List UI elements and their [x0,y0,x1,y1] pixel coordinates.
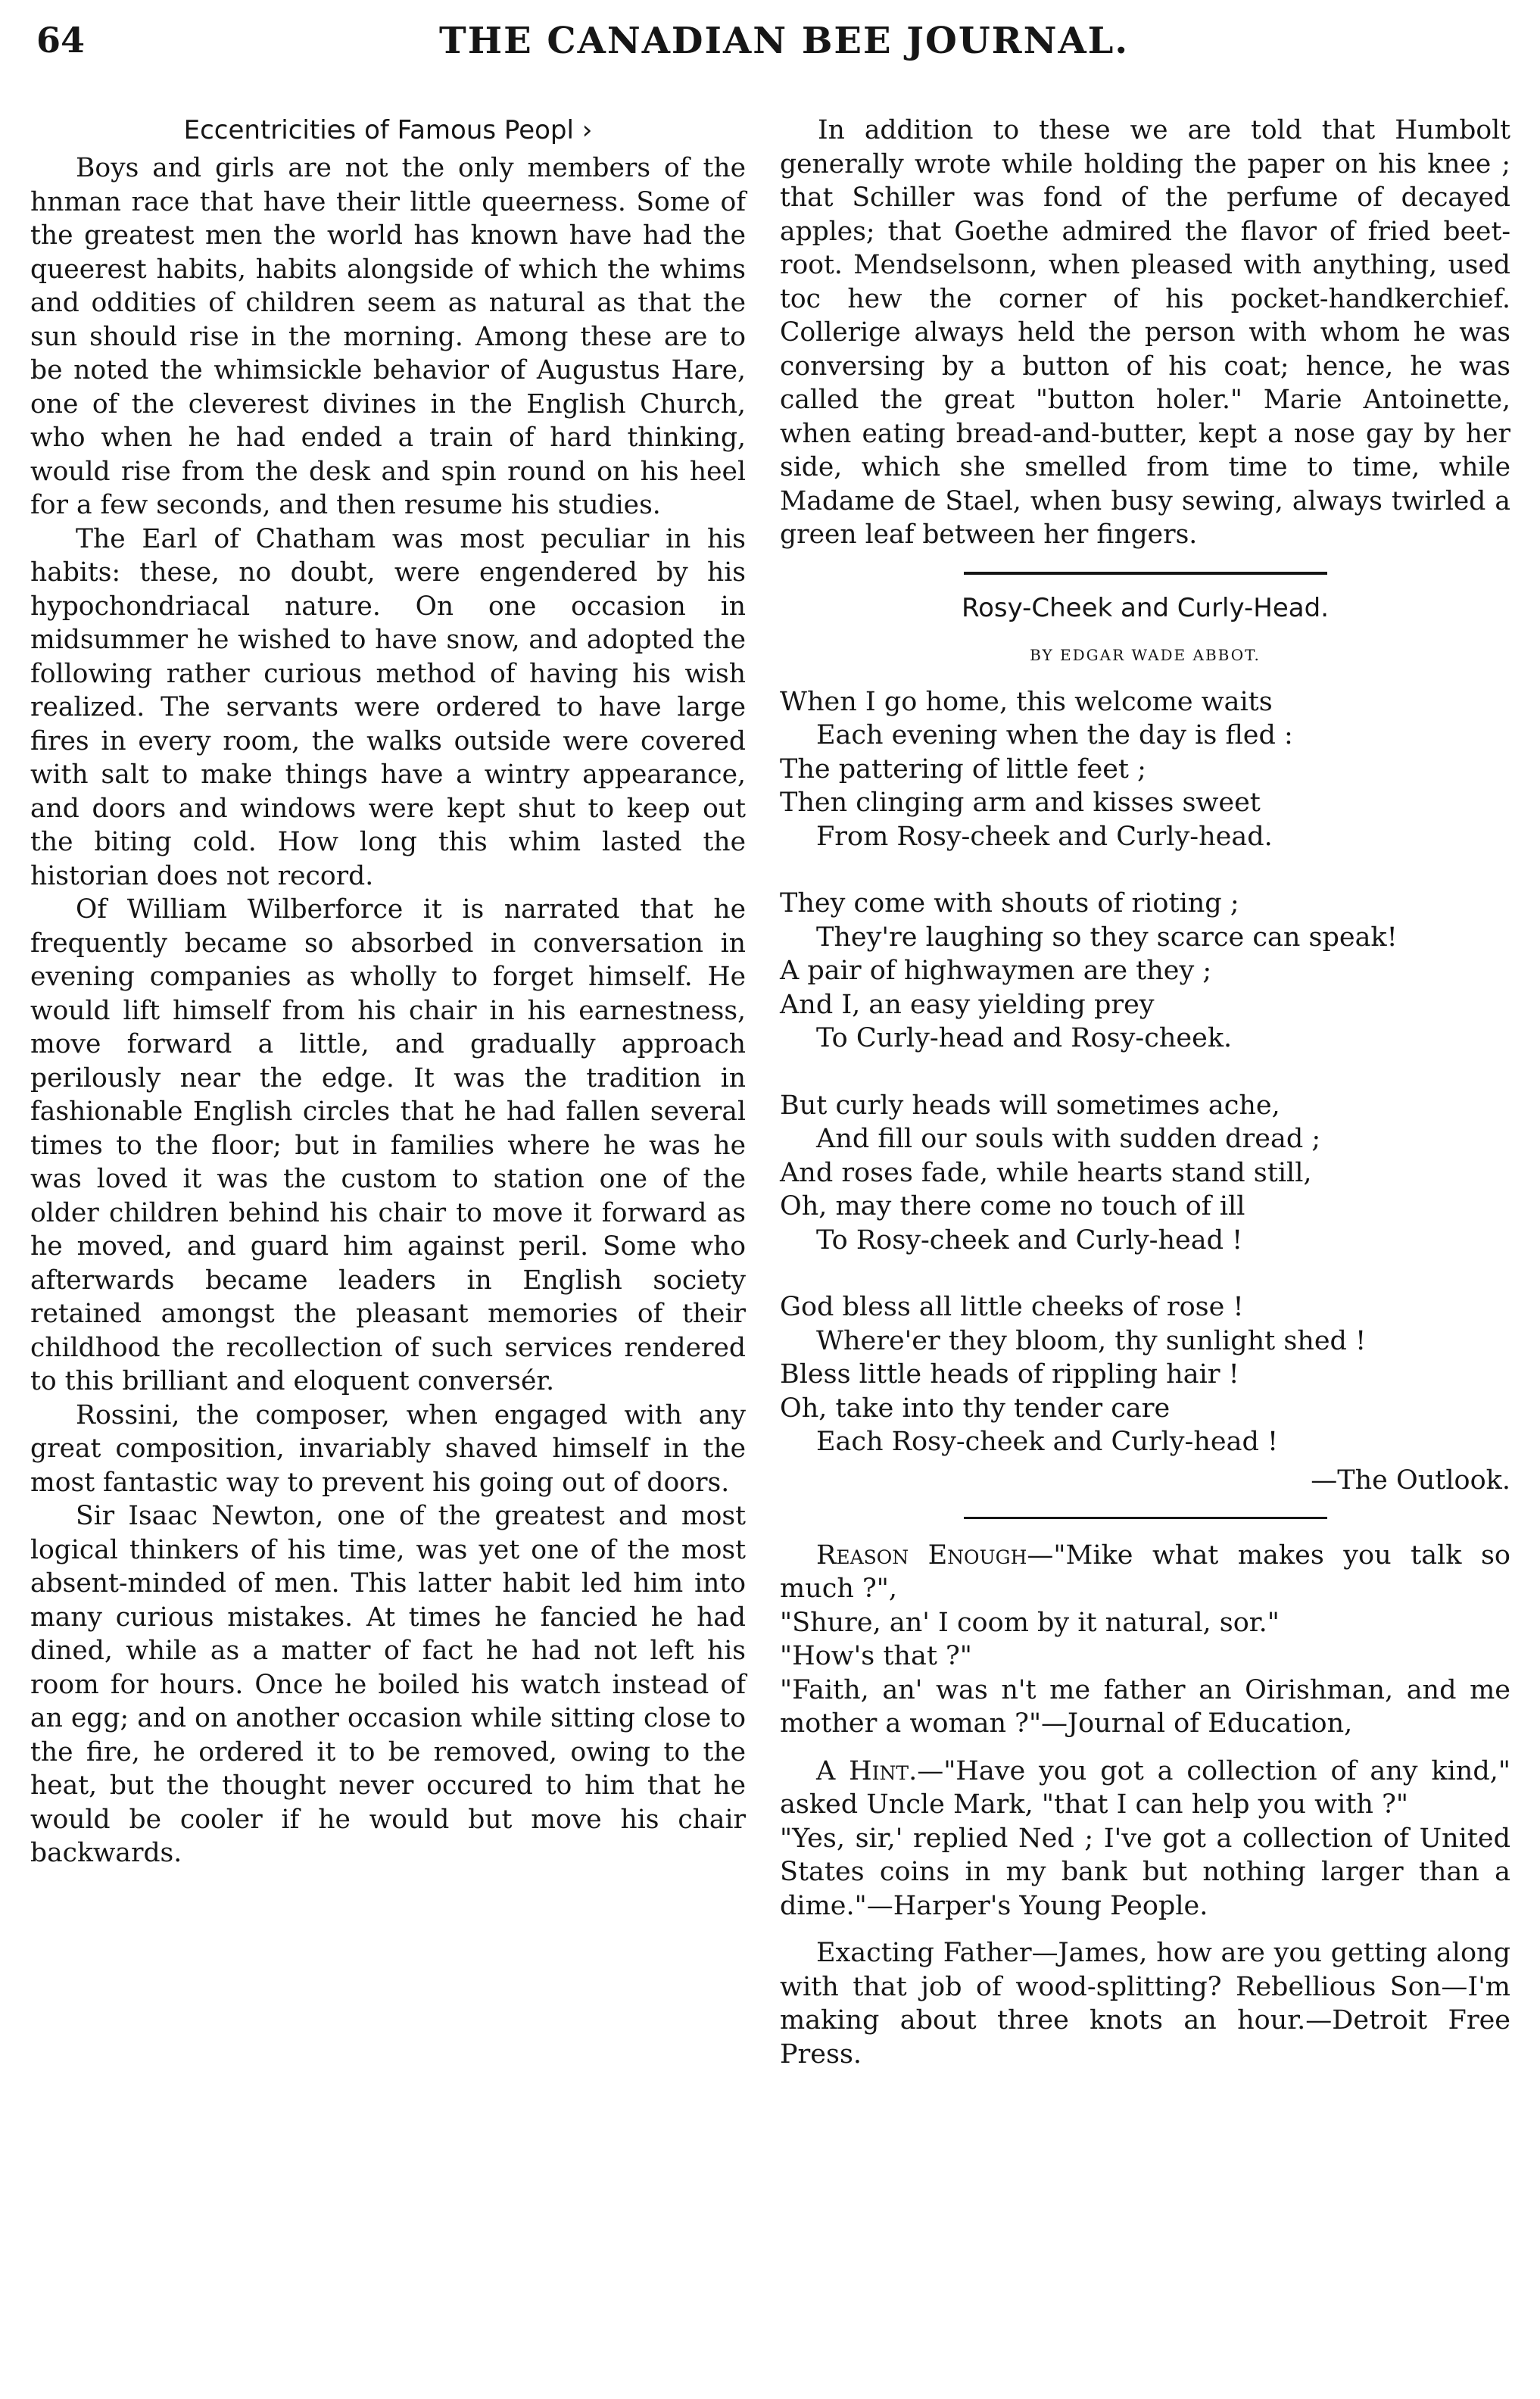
article-paragraph: The Earl of Chatham was most peculiar in his habits: these, no doubt, were engendered by his hypochondriacal nature. On one occasion in midsummer he wished to have snow, and adopted the following rather curious method of having his wish realized. The servants were ordered to have large fires in every room, the walks outside were covered with salt to make things have a wintry appearance, and doors and windows were kept shut to keep out the biting cold. How long this whim lasted the historian does not record. [30,523,746,891]
anecdote-title: Reason Enough [816,1540,1027,1571]
article-heading: Eccentricities of Famous Peopl › [183,115,593,145]
left-column [30,114,746,1870]
poem-line: Then clinging arm and kisses sweet [780,788,1261,818]
page-number: 64 [36,20,86,61]
poem-line: To Rosy-cheek and Curly-head ! [816,1224,1243,1256]
poem-line: And fill our souls with sudden dread ; [816,1124,1321,1154]
poem-line: They come with shouts of rioting ; [780,888,1239,919]
poem-line: The pattering of little feet ; [780,753,1146,785]
anecdote-text: Exacting Father—James, how are you getting along with that job of wood-splitting? Rebellious Son—I'm making about three knots an hour.—Detroit Free Press. [780,1938,1510,2070]
poem-line: Oh, take into thy tender care [780,1393,1171,1424]
anecdote [780,1539,1510,1741]
poem-stanza [780,685,1510,854]
anecdote [780,1936,1510,2071]
poem-line: When I go home, this welcome waits [780,686,1273,717]
poem-line: A pair of highwaymen are they ; [780,956,1212,986]
poem-line: And roses fade, while hearts stand still, [780,1157,1312,1188]
poem-line: Oh, may there come no touch of ill [780,1191,1245,1221]
poem-line: To Curly-head and Rosy-cheek. [816,1023,1233,1053]
anecdote [780,1755,1510,1923]
poem-line: Each Rosy-cheek and Curly-head ! [816,1427,1279,1457]
poem-line: Each evening when the day is fled : [816,720,1293,750]
article-paragraph: Rossini, the composer, when engaged with any great composition, invariably shaved himself in the most fantastic way to prevent his going out of doors. [30,1399,746,1498]
poem-stanza [780,1089,1510,1258]
article-paragraph: Of William Wilberforce it is narrated that he frequently became so absorbed in conversation in evening companies as wholly to forget himself. He would lift himself from his chair in his earnestness, move forward a little, and gradually approach perilously near the edge. It was the tradition in fashionable English circles that he had fallen several times to the floor; but in families where he was he was loved it was the custom to station one of the older children behind his chair to move it forward as he moved, and guard him against peril. Some who afterwards became leaders in English society retained amongst the pleasant memories of their childhood the recollection of such services rendered to this brilliant and eloquent conversér. [30,894,746,1396]
section-divider [780,572,1510,575]
poem-title: Rosy-Cheek and Curly-Head. [961,592,1329,623]
poem-line: But curly heads will sometimes ache, [780,1090,1280,1121]
poem-line: And I, an easy yielding prey [780,989,1155,1020]
poem-attribution: —The Outlook. [1311,1465,1510,1496]
anecdote-text: —"Mike what makes you talk so much ?", "Shure, an' I coom by it natural, sor." "How's that ?" "Faith, an' was n't me father an Oirishman, and me mother a woman ?"—Journal of Education, [780,1540,1510,1739]
article-paragraph: Sir Isaac Newton, one of the greatest and most logical thinkers of his time, was yet one of the most absent-minded of men. This latter habit led him into many curious mistakes. At times he fancied he had dined, while as a matter of fact he had not left his room for hours. Once he boiled his watch instead of an egg; and on another occasion while sitting close to the fire, he ordered it to be removed, owing to the heat, but the thought never occured to him that he would be cooler if he would but move his chair backwards. [30,1501,746,1868]
poem-stanza [780,887,1510,1056]
right-column [780,114,1510,2085]
poem-line: God bless all little cheeks of rose ! [780,1292,1244,1322]
journal-title: THE CANADIAN BEE JOURNAL. [439,20,1130,62]
article-paragraph: Boys and girls are not the only members of the hnman race that have their little queerness. Some of the greatest men the world has known have had the queerest habits, habits alongside of which the whims and oddities of children seem as natural as that the sun should rise in the morning. Among these are to be noted the whimsickle behavior of Augustus Hare, one of the cleverest divines in the English Church, who when he had ended a train of hard thinking, would rise from the desk and spin round on his heel for a few seconds, and then resume his studies. [30,153,746,520]
poem-line: Bless little heads of rippling hair ! [780,1359,1239,1390]
poem-line: Where'er they bloom, thy sunlight shed ! [816,1325,1367,1356]
article-continuation: In addition to these we are told that Humbolt generally wrote while holding the paper on his knee ; that Schiller was fond of the perfume of decayed apples; that Goethe admired the flavor of fried beet-root. Mendselsonn, when pleased with anything, used toc hew the corner of his pocket-handkerchief. Collerige always held the person with whom he was conversing by a button of his coat; hence, he was called the great "button holer." Marie Antoinette, when eating bread-and-butter, kept a nose gay by her side, which she smelled from time to time, while Madame de Stael, when busy sewing, always twirled a green leaf between her fingers. [780,115,1510,550]
anecdote-title: A Hint. [816,1755,918,1786]
poem-line: From Rosy-cheek and Curly-head. [816,821,1273,852]
section-divider [780,1517,1510,1522]
poem-line: They're laughing so they scarce can speak! [816,922,1398,953]
poem-byline: BY EDGAR WADE ABBOT. [1030,645,1261,664]
poem-stanza [780,1290,1510,1459]
anecdote-text: —"Have you got a collection of any kind," asked Uncle Mark, "that I can help you with ?" "Yes, sir,' replied Ned ; I've got a collection of United States coins in my bank but nothing larger than a dime."—Harper's Young People. [780,1755,1510,1921]
